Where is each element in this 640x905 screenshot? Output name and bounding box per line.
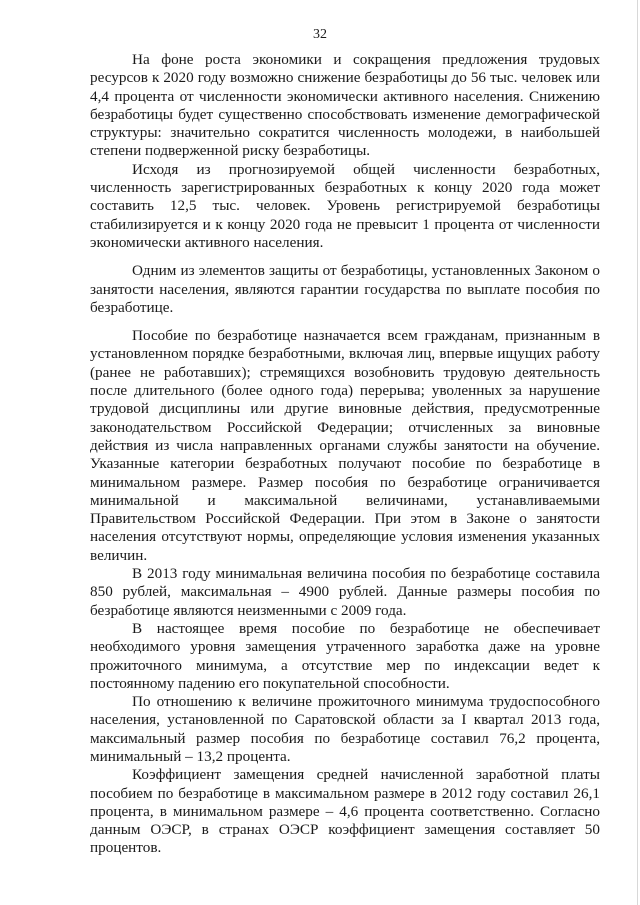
paragraph: Пособие по безработице назначается всем гражданам, признанным в установленном порядке безработными, включая лиц, впервые ищущих работу (ранее не работавших); стремящихся возобновить трудовую деятельность после длительного (более одного года) перерыва; уволенных за нарушение трудовой дисциплины или другие виновные действия, предусмотренные законодательством Российской Федерации; отчисленных за виновные действия из числа направленных органами службы занятости на обучение. Указанные категории безработных получают пособие по безработице в минимальном размере. Размер пособия по безработице ограничивается минимальной и максимальной величинами, устанавливаемыми Правительством Российской Федерации. При этом в Законе о занятости населения отсутствуют нормы, определяющие условия изменения указанных величин. [90,327,600,564]
paragraph: Одним из элементов защиты от безработицы, установленных Законом о занятости населения, являются гарантии государства по выплате пособия по безработице. [90,262,600,316]
paragraph: Коэффициент замещения средней начисленной заработной платы пособием по безработице в максимальном размере в 2012 году составил 26,1 процента, в минимальном размере – 4,6 процента соответственно. Согласно данным ОЭСР, в странах ОЭСР коэффициент замещения составляет 50 процентов. [90,766,600,857]
paragraph: На фоне роста экономики и сокращения предложения трудовых ресурсов к 2020 году возможно снижение безработицы до 56 тыс. человек или 4,4 процента от численности экономически активного населения. Снижению безработицы будет существенно способствовать изменение демографической структуры: значительно сократится численность молодежи, в наибольшей степени подверженной риску безработицы. [90,51,600,160]
scan-edge-line [637,0,638,905]
paragraph: В настоящее время пособие по безработице не обеспечивает необходимого уровня замещения утраченного заработка даже на уровне прожиточного минимума, а отсутствие мер по индексации ведет к постоянному падению его покупательной способности. [90,619,600,692]
paragraph: По отношению к величине прожиточного минимума трудоспособного населения, установленной по Саратовской области за I квартал 2013 года, максимальный размер пособия по безработице составил 76,2 процента, минимальный – 13,2 процента. [90,693,600,765]
paragraph: В 2013 году минимальная величина пособия по безработице составила 850 рублей, максимальная – 4900 рублей. Данные размеры пособия по безработице являются неизменными с 2009 года. [90,565,600,619]
paragraph: Исходя из прогнозируемой общей численности безработных, численность зарегистрированных безработных к концу 2020 года может составить 12,5 тыс. человек. Уровень регистрируемой безработицы стабилизируется и к концу 2020 года не превысит 1 процента от численности экономически активного населения. [90,160,600,251]
document-text [90,51,600,858]
page-number: 32 [313,27,327,42]
